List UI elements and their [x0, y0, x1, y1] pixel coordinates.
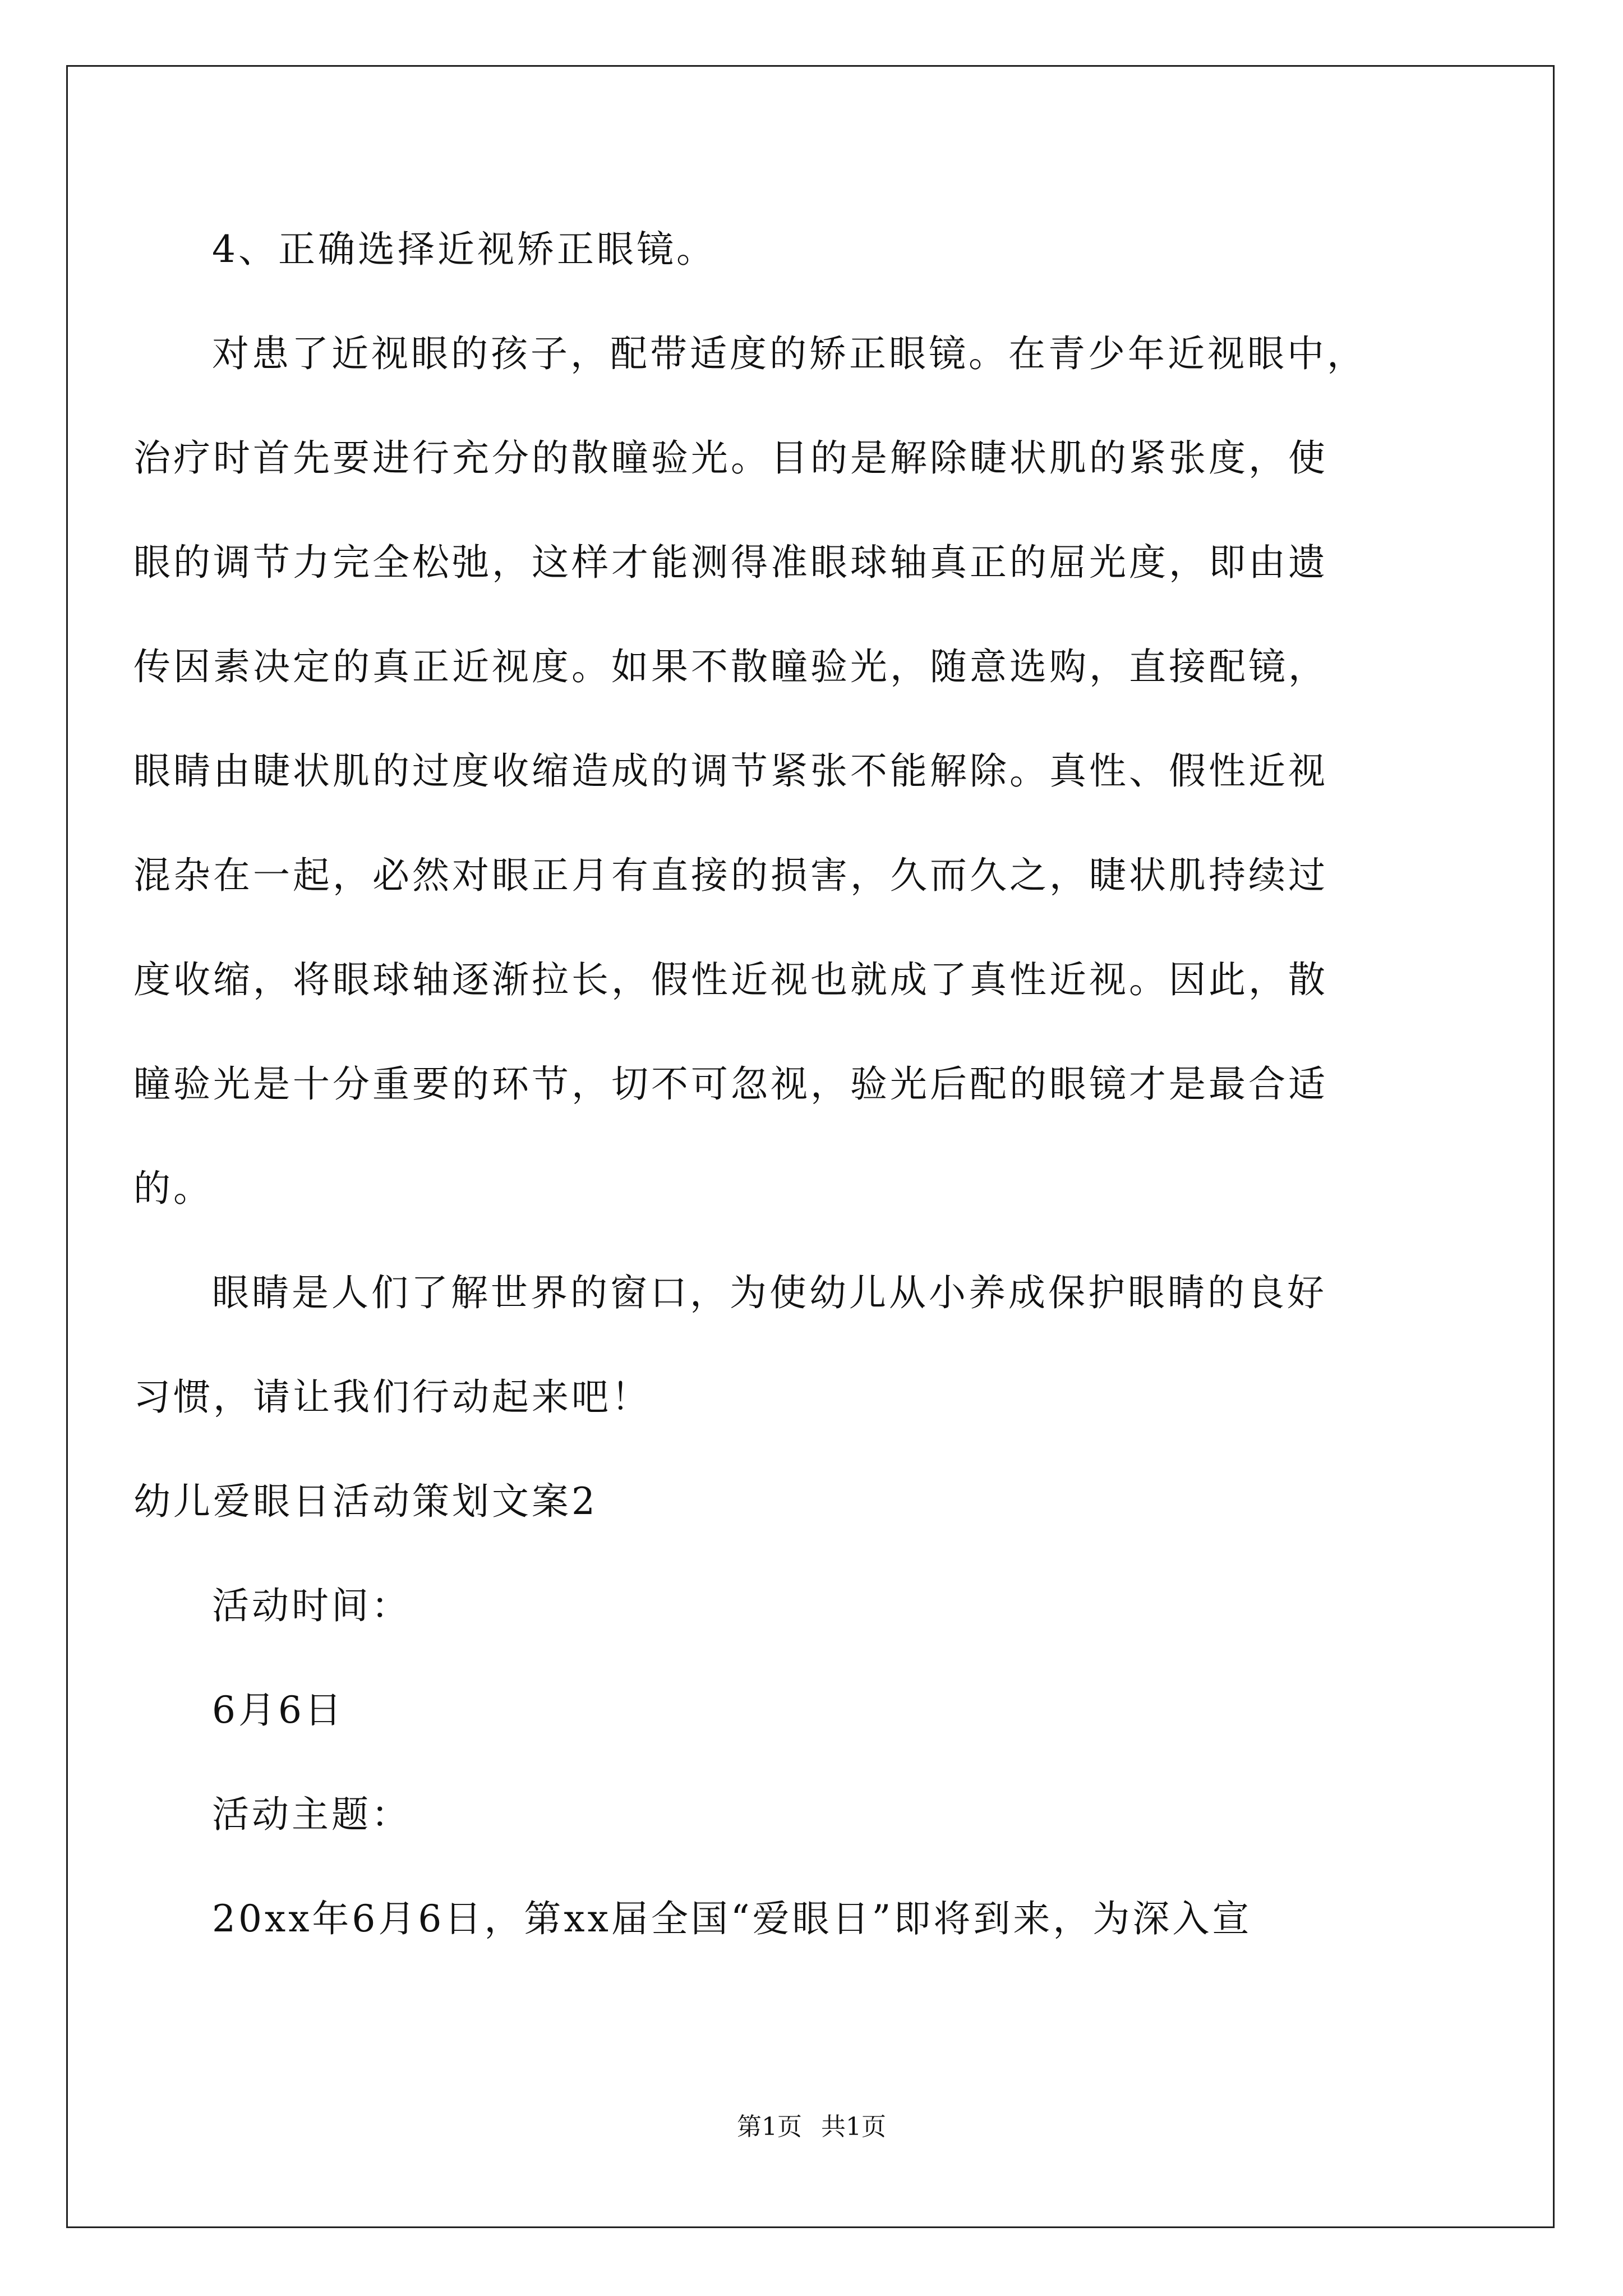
paragraph-line: 的。: [133, 1167, 213, 1210]
paragraph-line: 混杂在一起，必然对眼正月有直接的损害，久而久之，睫状肌持续过: [133, 854, 1328, 897]
paragraph-line: 习惯，请让我们行动起来吧！: [133, 1375, 651, 1419]
field-label: 活动主题：: [212, 1793, 411, 1836]
field-value: 6月6日: [212, 1688, 344, 1732]
paragraph-line: 瞳验光是十分重要的环节，切不可忽视，验光后配的眼镜才是最合适: [133, 1062, 1328, 1106]
page-footer: [0, 2111, 1623, 2143]
paragraph-line: 治疗时首先要进行充分的散瞳验光。目的是解除睫状肌的紧张度，使: [133, 436, 1328, 480]
paragraph-heading: 4、正确选择近视矫正眼镜。: [212, 228, 716, 271]
paragraph-line: 度收缩，将眼球轴逐渐拉长，假性近视也就成了真性近视。因此，散: [133, 958, 1328, 1001]
page-total: 共1页: [821, 2113, 886, 2141]
paragraph-line: 眼的调节力完全松弛，这样才能测得准眼球轴真正的屈光度，即由遗: [133, 541, 1328, 584]
paragraph-line: 对患了近视眼的孩子，配带适度的矫正眼镜。在青少年近视眼中，: [212, 332, 1367, 375]
paragraph-line: 眼睛是人们了解世界的窗口，为使幼儿从小养成保护眼睛的良好: [212, 1271, 1327, 1314]
paragraph-line: 传因素决定的真正近视度。如果不散瞳验光，随意选购，直接配镜，: [133, 645, 1328, 688]
paragraph-line: 20xx年6月6日，第xx届全国“爱眼日”即将到来，为深入宣: [212, 1897, 1252, 1940]
field-label: 活动时间：: [212, 1584, 411, 1627]
section-title: 幼儿爱眼日活动策划文案2: [133, 1480, 598, 1523]
page-number: 第1页: [737, 2113, 802, 2141]
paragraph-line: 眼睛由睫状肌的过度收缩造成的调节紧张不能解除。真性、假性近视: [133, 749, 1328, 793]
